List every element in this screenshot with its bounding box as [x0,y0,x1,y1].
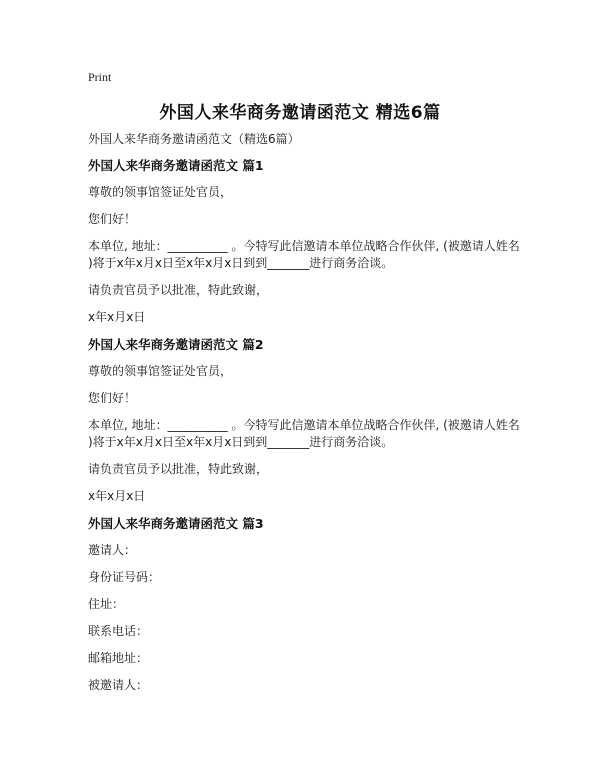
body-line: 本单位, 地址：__________ 。今特写此信邀请本单位战略合作伙伴, (被邀请人姓名 [88,418,520,432]
body-paragraph [88,238,520,272]
greeting: 您们好！ [88,212,137,226]
document-body [88,131,520,704]
body-line: )将于x年x月x日至x年x月x日到到_______进行商务洽谈。 [88,256,394,270]
form-field-label: 邮箱地址： [88,651,149,665]
page-title: 外国人来华商务邀请函范文 精选6篇 [159,103,441,123]
salutation: 尊敬的领事馆签证处官员， [88,185,233,199]
body-line: 本单位, 地址：__________ 。今特写此信邀请本单位战略合作伙伴, (被邀请人姓名 [88,239,520,253]
request-text: 请负责官员予以批准，特此致谢， [88,462,269,476]
date-text: x年x月x日 [88,310,146,324]
section-2 [88,336,520,505]
date-text: x年x月x日 [88,489,146,503]
section-1 [88,157,520,326]
form-field-label: 被邀请人： [88,678,149,692]
section-heading: 外国人来华商务邀请函范文 篇3 [88,516,264,531]
body-line: )将于x年x月x日至x年x月x日到到_______进行商务洽谈。 [88,435,394,449]
print-link[interactable]: Print [88,70,112,84]
form-field-label: 联系电话： [88,624,149,638]
section-3 [88,515,520,694]
form-field-label: 邀请人： [88,543,137,557]
salutation: 尊敬的领事馆签证处官员， [88,364,233,378]
section-heading: 外国人来华商务邀请函范文 篇2 [88,337,264,352]
section-heading: 外国人来华商务邀请函范文 篇1 [88,158,264,173]
greeting: 您们好！ [88,391,137,405]
form-field-label: 身份证号码： [88,570,161,584]
body-paragraph [88,417,520,451]
intro-text: 外国人来华商务邀请函范文（精选6篇） [88,132,300,146]
request-text: 请负责官员予以批准，特此致谢， [88,283,269,297]
form-field-label: 住址： [88,597,125,611]
